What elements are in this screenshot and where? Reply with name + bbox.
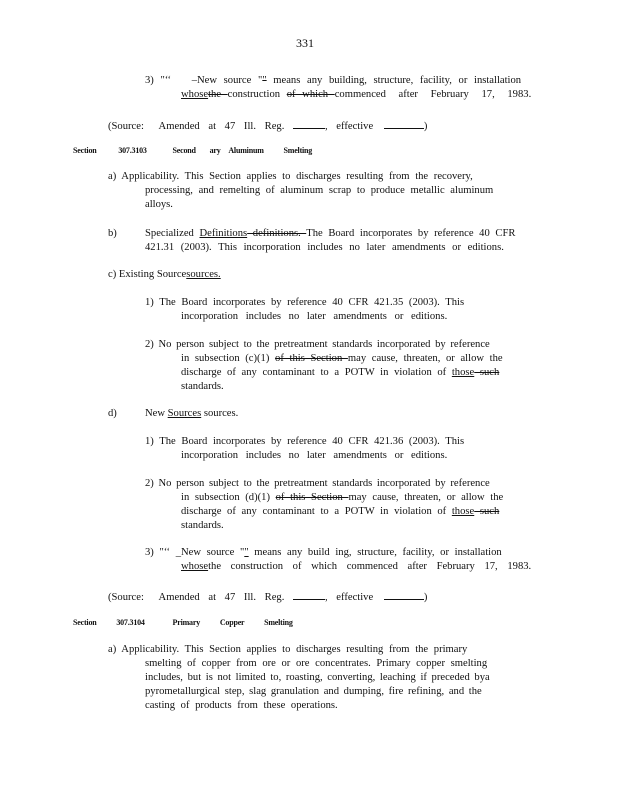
source-note: (Source: Amended at 47 Ill. Reg. , effective ) [108,588,427,605]
subsection-d3-line-1: 3) "‘‘ _New source "" means any build ing, structure, facility, or installation [145,547,502,558]
subsection-c2-line-4: standards. [181,381,224,392]
blank-effective [384,588,424,600]
subsection-a-line-4: pyrometallurgical step, slag granulation and dumping, fire refining, and the [145,686,482,697]
subsection-d-heading: New Sources sources. [145,408,239,419]
subsection-d-label: d) [108,408,117,419]
section-heading: Section 307.3103 Second ary Aluminum Smelting [73,146,313,155]
subsection-c2-line-3: discharge of any contaminant to a POTW in violation of those such [181,367,500,378]
subsection-b-label: b) [108,228,117,239]
subsection-a-line-1: a) Applicability. This Section applies to discharges resulting from the primary [108,644,468,655]
subsection-a-line-3: includes, but is not limited to, roasting, converting, leaching if preceded bya [145,672,490,683]
subsection-b-line-2: 421.31 (2003). This incorporation includes no later amendments or editions. [145,242,504,253]
subsection-d1-line-1: 1) The Board incorporates by reference 40 CFR 421.36 (2003). This [145,436,465,447]
subsection-d3-line-2: whosethe construction of which commenced after February 17, 1983. [181,561,532,572]
subsection-d1-line-2: incorporation includes no later amendments or editions. [181,450,448,461]
subsection-d2-line-3: discharge of any contaminant to a POTW in violation of those such [181,506,500,517]
blank-reg [293,117,325,129]
subsection-d2-line-1: 2) No person subject to the pretreatment standards incorporated by reference [145,478,490,489]
subsection-b-line-1: Specialized Definitions definitions. The Board incorporates by reference 40 CFR [145,228,516,239]
subsection-c2-line-2: in subsection (c)(1) of this Section may cause, threaten, or allow the [181,353,503,364]
subsection-c1-line-2: incorporation includes no later amendments or editions. [181,311,448,322]
subsection-d2-line-4: standards. [181,520,224,531]
paragraph-3-new-source: 3) "‘‘ –New source "" means any building, structure, facility, or installation [145,75,522,86]
subsection-a-line-2: smelting of copper from ore or ore concentrates. Primary copper smelting [145,658,488,669]
paragraph-3-line-2: whosethe construction of which commenced after February 17, 1983. [181,89,532,100]
page-number: 331 [296,36,314,50]
section-heading: Section 307.3104 Primary Copper Smelting [73,618,293,627]
subsection-c: c) Existing Sourcesources. [108,269,221,280]
subsection-d2-line-2: in subsection (d)(1) of this Section may cause, threaten, or allow the [181,492,504,503]
subsection-c2-line-1: 2) No person subject to the pretreatment standards incorporated by reference [145,339,490,350]
subsection-a-line-5: casting of products from these operations. [145,700,338,711]
blank-effective [384,117,424,129]
subsection-a-line-2: processing, and remelting of aluminum scrap to produce metallic aluminum [145,185,494,196]
source-note: (Source: Amended at 47 Ill. Reg. , effective ) [108,117,427,134]
subsection-c1-line-1: 1) The Board incorporates by reference 40 CFR 421.35 (2003). This [145,297,465,308]
subsection-a-line-3: alloys. [145,199,173,210]
subsection-a-line-1: a) Applicability. This Section applies to discharges resulting from the recovery, [108,171,473,182]
blank-reg [293,588,325,600]
